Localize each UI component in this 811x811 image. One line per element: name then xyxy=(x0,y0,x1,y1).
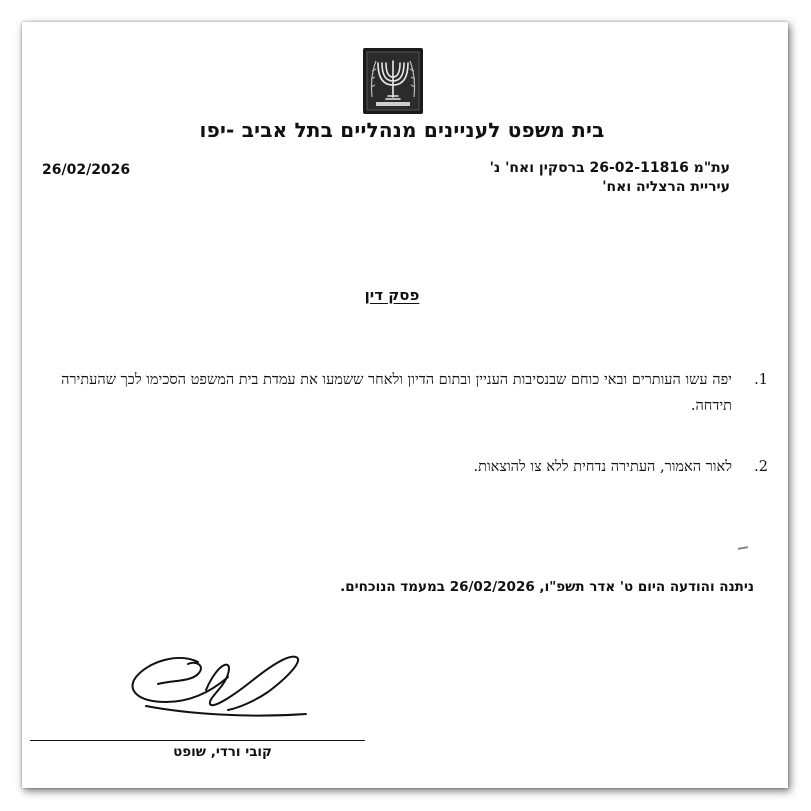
page-title: פסק דין xyxy=(364,286,420,304)
paragraph-1 xyxy=(32,367,768,419)
paragraph-2 xyxy=(32,454,768,480)
scan-artifact xyxy=(738,546,748,550)
judge-signature xyxy=(118,632,308,727)
case-number: עת"מ 26-02-11816 ברסקין ואח' נ' xyxy=(489,160,730,176)
given-statement: ניתנה והודעה היום ט' אדר תשפ"ו, 26/02/2026 במעמד הנוכחים. xyxy=(340,579,754,595)
court-name: בית משפט לעניינים מנהליים בתל אביב -יפו xyxy=(199,118,605,142)
signature-line xyxy=(30,740,365,741)
judge-name: קובי ורדי, שופט xyxy=(173,744,272,760)
document-page xyxy=(22,22,788,788)
paragraph-number: 2. xyxy=(754,459,768,475)
menorah-emblem-icon xyxy=(362,47,424,115)
document-date: 26/02/2026 xyxy=(42,162,131,178)
paragraph-number: 1. xyxy=(754,372,768,388)
respondent: עיריית הרצליה ואח' xyxy=(602,179,730,195)
paragraph-text: לאור האמור, העתירה נדחית ללא צו להוצאות. xyxy=(473,459,732,475)
paragraph-text: יפה עשו העותרים ובאי כוחם שבנסיבות העניין ובתום הדיון ולאחר ששמעו את עמדת בית המשפט הסכימו לכך שהעתירה תידחה. xyxy=(61,372,732,414)
